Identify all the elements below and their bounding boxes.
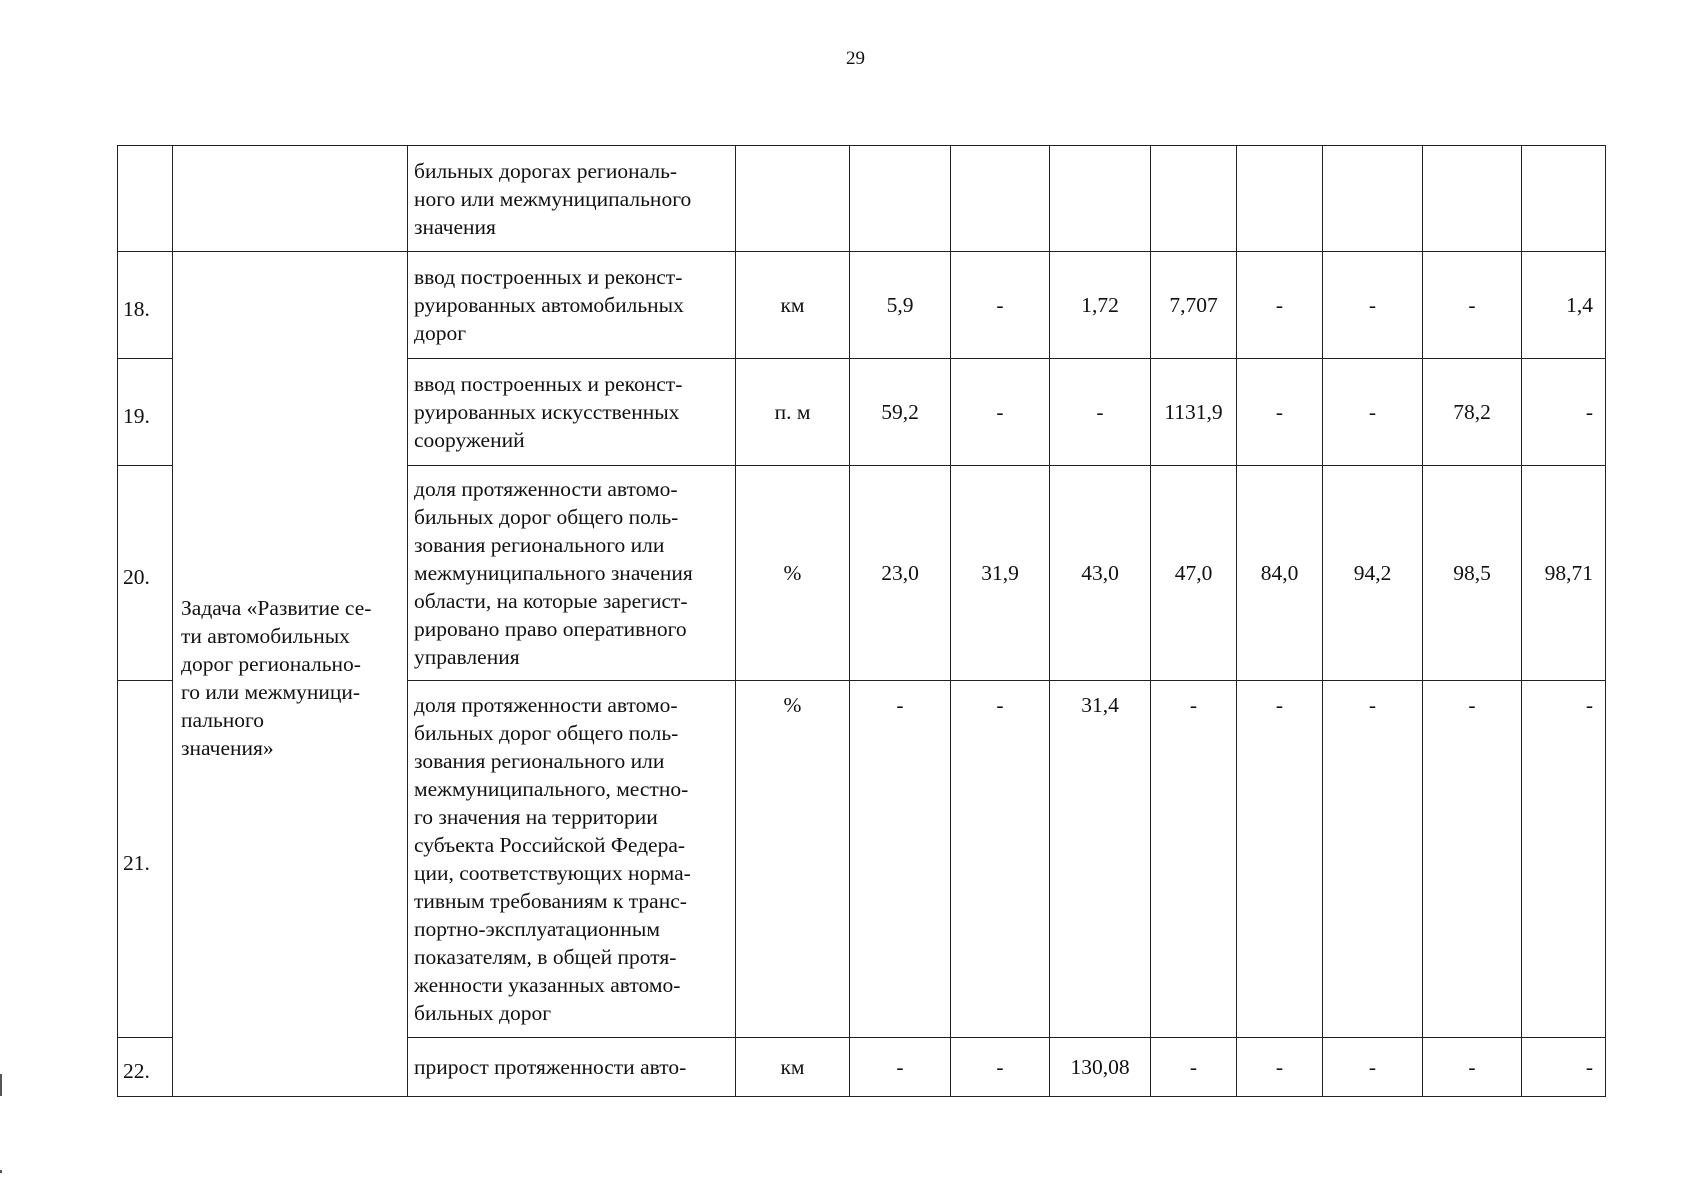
value-cell: 5,9 [850,252,951,359]
value-cell: - [1522,359,1606,466]
margin-mark [0,1074,2,1096]
unit-cell: км [736,1038,850,1097]
indicator-description: доля протяженности автомо- бильных дорог общего поль- зования регионального или межмуниципального, местно- го значения на территории субъекта Российской Федера- ции, соответствующих норма- тивным требованиям к транс- портно-эксплуатационным показателям, в общей протя- женности указанных автомо- бильных дорог [408,681,736,1038]
value-cell: - [1151,681,1237,1038]
unit-cell: км [736,252,850,359]
value-cell: 78,2 [1423,359,1522,466]
value-cell [1151,146,1237,252]
table-row [118,252,1606,359]
indicator-description: доля протяженности автомо- бильных дорог общего поль- зования регионального или межмуниципального значения области, на которые зарегист- рировано право оперативного управления [408,466,736,681]
row-number: 20. [118,466,173,681]
value-cell [1423,146,1522,252]
value-cell [951,146,1050,252]
value-cell: 94,2 [1323,466,1423,681]
value-cell: - [1522,681,1606,1038]
task-cell [173,146,408,252]
value-cell: 7,707 [1151,252,1237,359]
value-cell: - [1323,681,1423,1038]
value-cell: - [951,681,1050,1038]
value-cell: 84,0 [1237,466,1323,681]
unit-cell: п. м [736,359,850,466]
row-number: 18. [118,252,173,359]
task-cell: Задача «Развитие се- ти автомобильных дорог регионально- го или межмуници- пального значения» [173,252,408,1097]
value-cell: - [1151,1038,1237,1097]
value-cell: 1,72 [1050,252,1151,359]
value-cell: 98,5 [1423,466,1522,681]
row-number: 22. [118,1038,173,1097]
indicators-table [117,145,1606,1097]
value-cell [850,146,951,252]
value-cell: 1,4 [1522,252,1606,359]
value-cell: - [1323,359,1423,466]
value-cell: 23,0 [850,466,951,681]
indicator-description: бильных дорогах региональ- ного или межмуниципального значения [408,146,736,252]
value-cell: - [951,359,1050,466]
value-cell: - [1323,1038,1423,1097]
unit-cell [736,146,850,252]
indicator-description: ввод построенных и реконст- руированных искусственных сооружений [408,359,736,466]
value-cell: 43,0 [1050,466,1151,681]
row-number [118,146,173,252]
row-number: 21. [118,681,173,1038]
value-cell: 59,2 [850,359,951,466]
value-cell: - [850,681,951,1038]
value-cell: - [1237,1038,1323,1097]
value-cell: - [1237,359,1323,466]
margin-mark [0,1170,2,1173]
value-cell [1323,146,1423,252]
value-cell: - [1050,359,1151,466]
row-number: 19. [118,359,173,466]
value-cell [1237,146,1323,252]
value-cell: - [1423,1038,1522,1097]
value-cell: 98,71 [1522,466,1606,681]
value-cell: 47,0 [1151,466,1237,681]
value-cell: 1131,9 [1151,359,1237,466]
value-cell: 130,08 [1050,1038,1151,1097]
unit-cell: % [736,466,850,681]
page-number: 29 [846,48,865,69]
value-cell: - [951,252,1050,359]
value-cell: - [951,1038,1050,1097]
indicator-description: ввод построенных и реконст- руированных автомобильных дорог [408,252,736,359]
value-cell: - [1423,681,1522,1038]
indicator-description: прирост протяженности авто- [408,1038,736,1097]
value-cell: - [1522,1038,1606,1097]
value-cell [1050,146,1151,252]
value-cell: - [1237,681,1323,1038]
value-cell: 31,9 [951,466,1050,681]
value-cell: - [850,1038,951,1097]
table-row [118,146,1606,252]
value-cell [1522,146,1606,252]
unit-cell: % [736,681,850,1038]
value-cell: - [1237,252,1323,359]
value-cell: 31,4 [1050,681,1151,1038]
value-cell: - [1323,252,1423,359]
value-cell: - [1423,252,1522,359]
